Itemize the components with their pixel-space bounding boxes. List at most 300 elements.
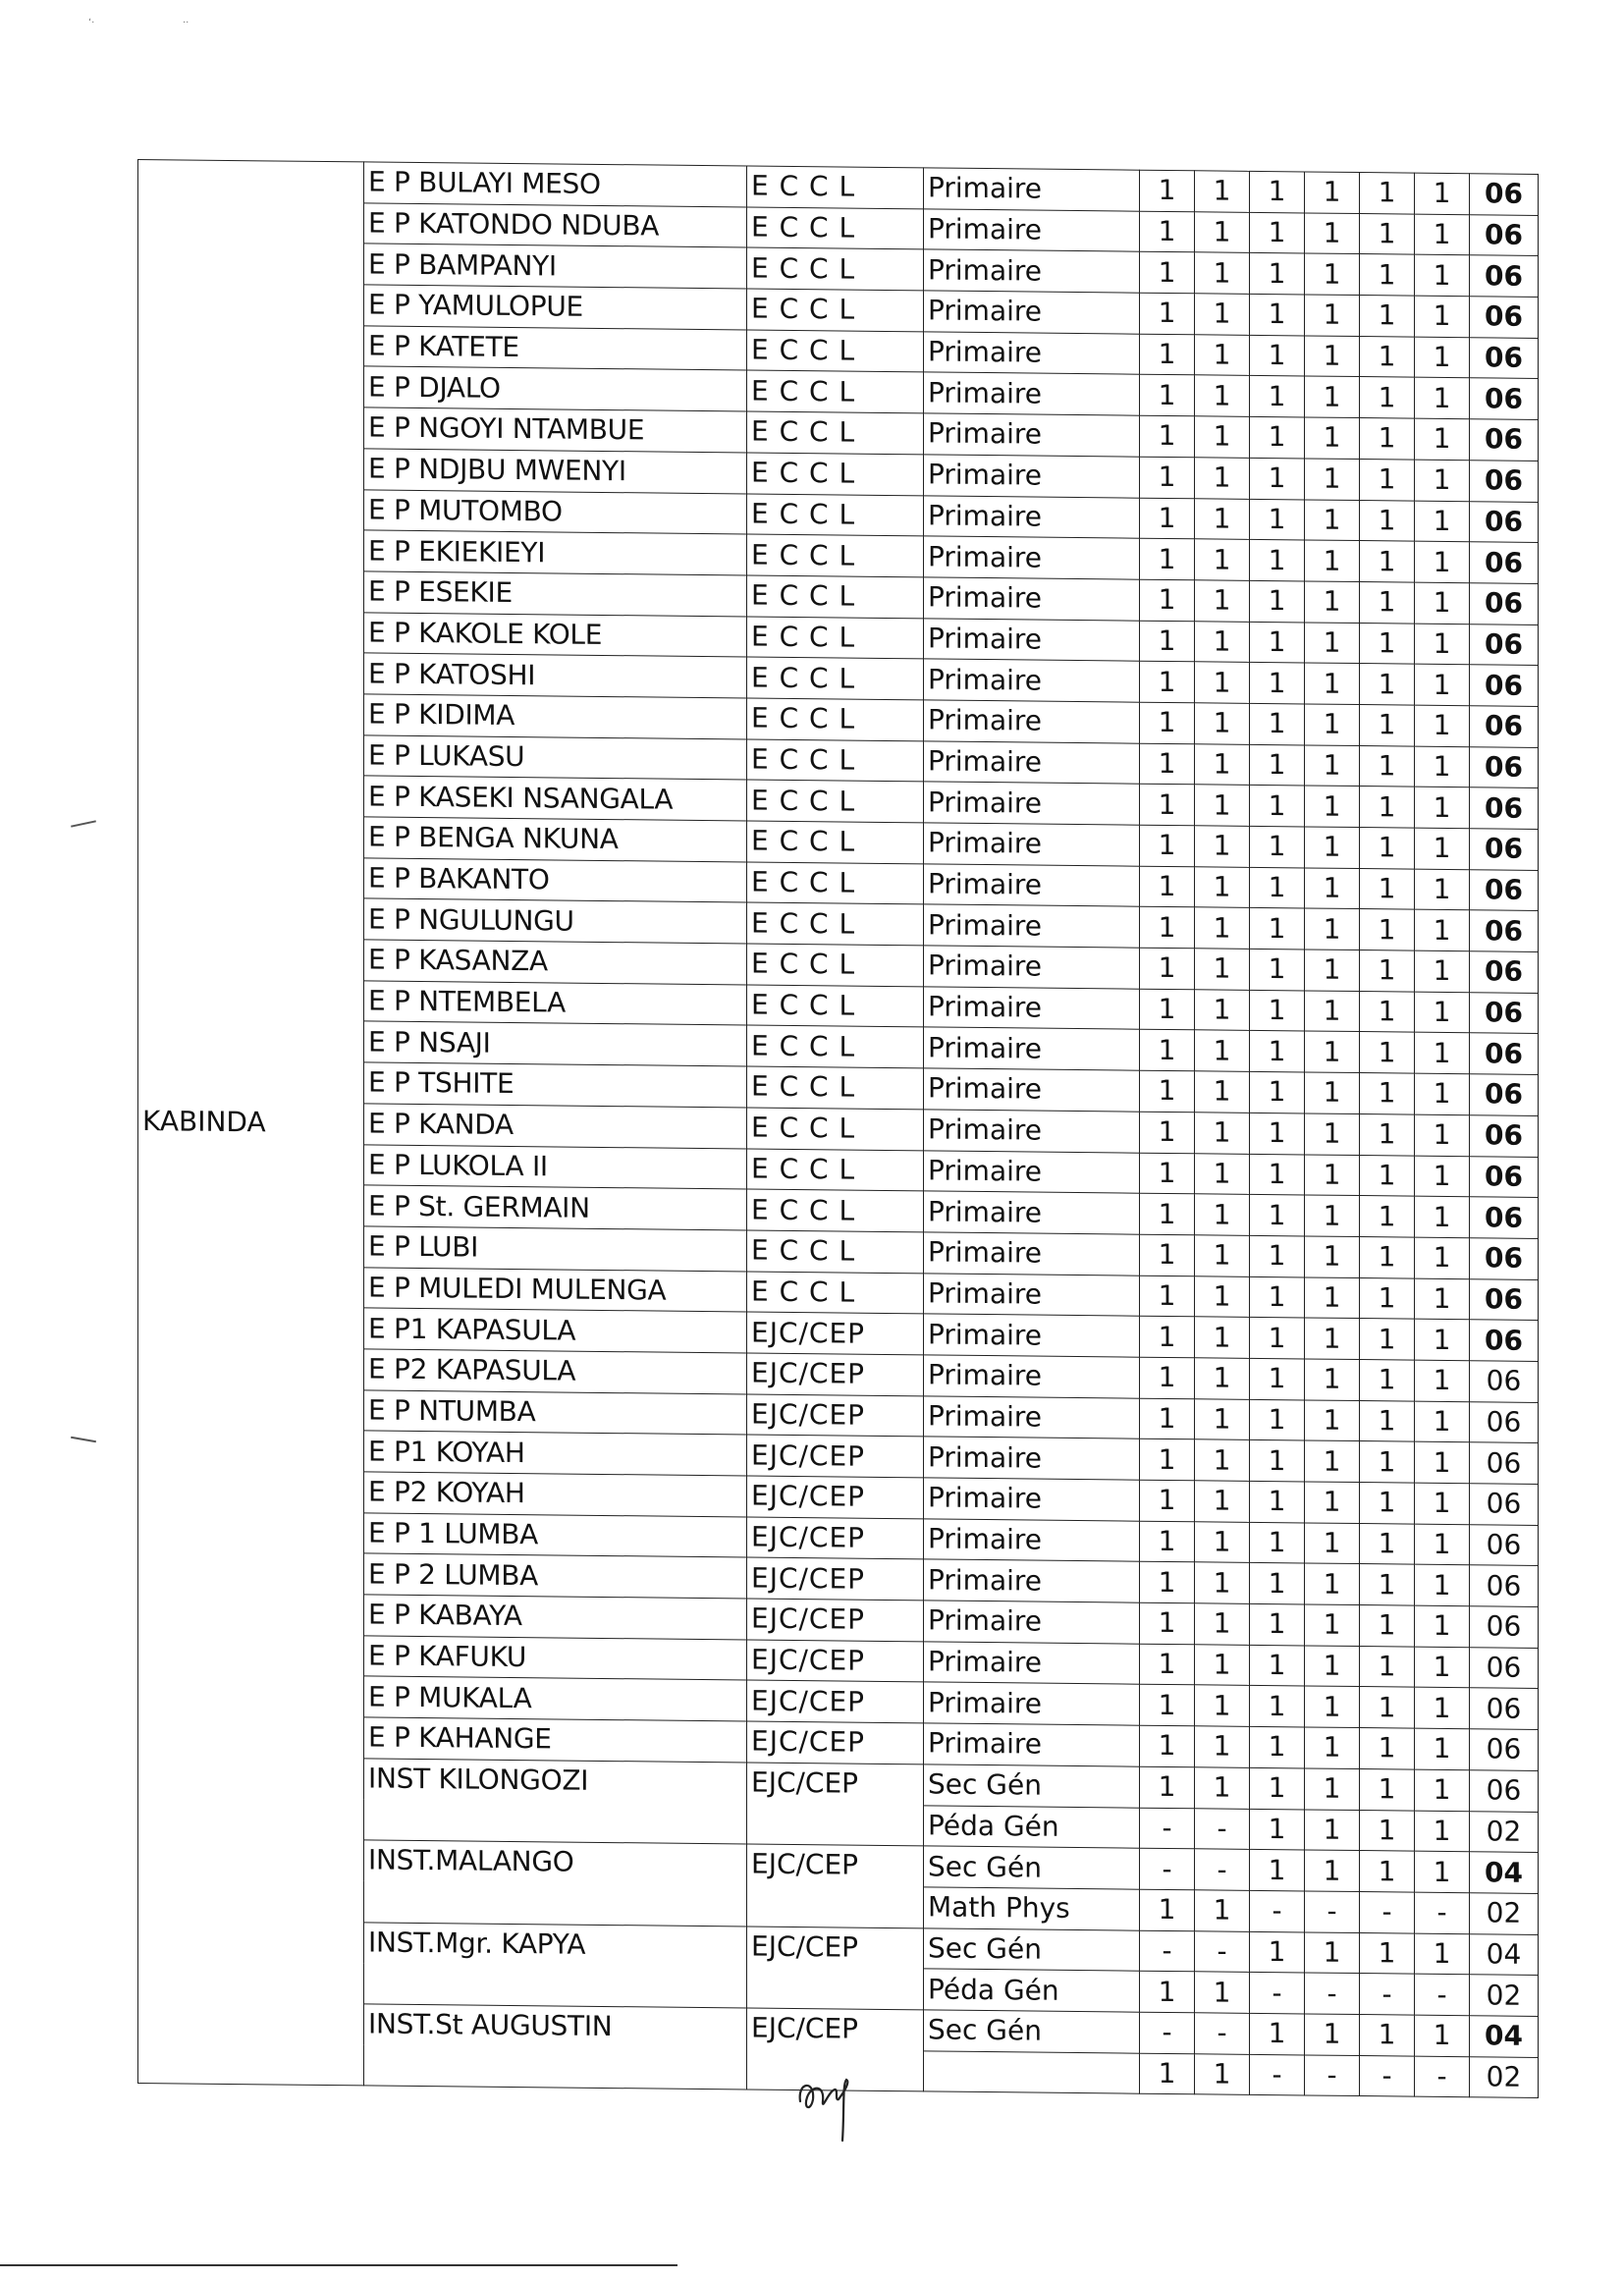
level-cell: Primaire bbox=[924, 987, 1140, 1030]
class-count: - bbox=[1195, 2013, 1250, 2054]
row-total: 06 bbox=[1470, 1524, 1539, 1565]
class-count: 1 bbox=[1415, 624, 1470, 665]
class-count: 1 bbox=[1195, 171, 1250, 212]
row-total: 06 bbox=[1470, 1401, 1539, 1442]
class-count: 1 bbox=[1140, 252, 1195, 294]
class-count: 1 bbox=[1415, 378, 1470, 419]
row-total: 06 bbox=[1470, 1074, 1539, 1115]
class-count: 1 bbox=[1415, 746, 1470, 787]
management-network: E C C L bbox=[747, 370, 924, 413]
school-name: E P NTUMBA bbox=[364, 1390, 747, 1436]
row-total: 06 bbox=[1470, 1606, 1539, 1648]
class-count: 1 bbox=[1305, 417, 1360, 459]
level-cell: Primaire bbox=[924, 495, 1140, 538]
class-count: 1 bbox=[1305, 1850, 1360, 1891]
class-count: 1 bbox=[1195, 458, 1250, 499]
management-network: E C C L bbox=[747, 944, 924, 987]
table-row bbox=[138, 160, 1539, 216]
class-count: 1 bbox=[1305, 1113, 1360, 1155]
school-name: E P KANDA bbox=[364, 1104, 747, 1149]
class-count: 1 bbox=[1415, 296, 1470, 337]
management-network: EJC/CEP bbox=[747, 2008, 924, 2091]
level-cell: Primaire bbox=[924, 864, 1140, 907]
row-total: 06 bbox=[1470, 992, 1539, 1033]
allocation-table-wrapper bbox=[137, 159, 1538, 2098]
class-count: 1 bbox=[1305, 581, 1360, 623]
class-count: 1 bbox=[1305, 704, 1360, 745]
class-count: 1 bbox=[1195, 1603, 1250, 1645]
school-name: E P BENGA NKUNA bbox=[364, 817, 747, 862]
class-count: 1 bbox=[1140, 415, 1195, 457]
row-total: 06 bbox=[1470, 951, 1539, 993]
class-count: 1 bbox=[1360, 1605, 1415, 1647]
class-count: 1 bbox=[1140, 1971, 1195, 2012]
scan-mark-right: ·· bbox=[183, 18, 189, 28]
class-count: 1 bbox=[1140, 1521, 1195, 1562]
level-cell: Primaire bbox=[924, 1150, 1140, 1193]
class-count: 1 bbox=[1140, 1112, 1195, 1153]
section-cell: Sec Gén bbox=[924, 1764, 1140, 1808]
class-count: 1 bbox=[1360, 787, 1415, 828]
school-name: E P KABAYA bbox=[364, 1595, 747, 1640]
class-count: 1 bbox=[1195, 416, 1250, 458]
class-count: 1 bbox=[1195, 252, 1250, 294]
class-count: 1 bbox=[1360, 828, 1415, 869]
management-network: EJC/CEP bbox=[747, 1844, 924, 1927]
class-count: - bbox=[1195, 1930, 1250, 1972]
level-cell: Primaire bbox=[924, 1232, 1140, 1276]
management-network: EJC/CEP bbox=[747, 1721, 924, 1764]
school-name: E P KAHANGE bbox=[364, 1717, 747, 1763]
management-network: E C C L bbox=[747, 166, 924, 209]
class-count: 1 bbox=[1195, 580, 1250, 622]
management-network: E C C L bbox=[747, 780, 924, 823]
class-count: 1 bbox=[1360, 1687, 1415, 1728]
management-network: E C C L bbox=[747, 1066, 924, 1110]
class-count: 1 bbox=[1195, 1726, 1250, 1767]
school-name: E P LUKASU bbox=[364, 735, 747, 781]
management-network: EJC/CEP bbox=[747, 1557, 924, 1601]
class-count: 1 bbox=[1305, 950, 1360, 991]
class-count: 1 bbox=[1195, 1235, 1250, 1276]
class-count: 1 bbox=[1415, 992, 1470, 1033]
school-name: E P KASEKI NSANGALA bbox=[364, 776, 747, 821]
school-name: E P LUBI bbox=[364, 1226, 747, 1272]
school-name: INST.St AUGUSTIN bbox=[364, 2004, 747, 2090]
class-count: 1 bbox=[1305, 1563, 1360, 1604]
management-network: EJC/CEP bbox=[747, 1763, 924, 1846]
class-count: 1 bbox=[1415, 460, 1470, 501]
management-network: E C C L bbox=[747, 1272, 924, 1315]
class-count: 1 bbox=[1305, 1809, 1360, 1850]
row-total: 06 bbox=[1470, 1238, 1539, 1279]
class-count: 1 bbox=[1360, 950, 1415, 992]
row-total: 06 bbox=[1470, 255, 1539, 297]
class-count: 1 bbox=[1360, 1646, 1415, 1687]
class-count: 1 bbox=[1195, 211, 1250, 252]
class-count: 1 bbox=[1305, 253, 1360, 295]
class-count: 1 bbox=[1195, 1071, 1250, 1113]
class-count: 1 bbox=[1305, 1195, 1360, 1236]
school-name: E P NDJBU MWENYI bbox=[364, 449, 747, 494]
row-total: 06 bbox=[1470, 1688, 1539, 1729]
class-count: 1 bbox=[1140, 989, 1195, 1030]
class-count: 1 bbox=[1250, 1522, 1305, 1563]
class-count: 1 bbox=[1305, 1727, 1360, 1768]
school-name: E P YAMULOPUE bbox=[364, 285, 747, 330]
class-count: 1 bbox=[1415, 1073, 1470, 1114]
class-count: - bbox=[1415, 2056, 1470, 2097]
class-count: 1 bbox=[1195, 990, 1250, 1031]
school-name: E P1 KAPASULA bbox=[364, 1308, 747, 1353]
class-count: 1 bbox=[1305, 295, 1360, 336]
row-total: 06 bbox=[1470, 583, 1539, 624]
class-count: 1 bbox=[1250, 1031, 1305, 1072]
class-count: 1 bbox=[1415, 1278, 1470, 1320]
class-count: 1 bbox=[1140, 1070, 1195, 1112]
class-count: 1 bbox=[1250, 1809, 1305, 1850]
class-count: 1 bbox=[1140, 1357, 1195, 1398]
class-count: - bbox=[1140, 1930, 1195, 1972]
class-count: 1 bbox=[1195, 375, 1250, 416]
class-count: 1 bbox=[1360, 1441, 1415, 1483]
class-count: 1 bbox=[1360, 704, 1415, 745]
class-count: 1 bbox=[1415, 1769, 1470, 1811]
class-count: 1 bbox=[1195, 1685, 1250, 1726]
footer-rule bbox=[0, 2264, 677, 2266]
class-count: - bbox=[1195, 1849, 1250, 1890]
class-count: 1 bbox=[1140, 1439, 1195, 1480]
row-total: 04 bbox=[1470, 1933, 1539, 1975]
class-count: 1 bbox=[1250, 1318, 1305, 1359]
school-name: E P KAFUKU bbox=[364, 1636, 747, 1681]
class-count: 1 bbox=[1415, 1033, 1470, 1074]
school-name: INST.Mgr. KAPYA bbox=[364, 1922, 747, 2007]
class-count: 1 bbox=[1140, 743, 1195, 785]
class-count: 1 bbox=[1250, 1440, 1305, 1482]
class-count: 1 bbox=[1305, 1400, 1360, 1441]
row-total: 06 bbox=[1470, 378, 1539, 419]
class-count: 1 bbox=[1415, 582, 1470, 624]
level-cell: Primaire bbox=[924, 1723, 1140, 1766]
class-count: 1 bbox=[1305, 172, 1360, 213]
class-count: - bbox=[1360, 1974, 1415, 2015]
class-count: 1 bbox=[1140, 1889, 1195, 1930]
class-count: 1 bbox=[1140, 1602, 1195, 1644]
management-network: E C C L bbox=[747, 247, 924, 291]
class-count: 1 bbox=[1305, 376, 1360, 417]
class-count: 1 bbox=[1360, 1728, 1415, 1769]
school-name: E P TSHITE bbox=[364, 1062, 747, 1108]
class-count: 1 bbox=[1305, 868, 1360, 909]
class-count: 1 bbox=[1415, 664, 1470, 705]
school-name: E P KAKOLE KOLE bbox=[364, 612, 747, 657]
class-count: 1 bbox=[1250, 212, 1305, 253]
class-count: 1 bbox=[1250, 540, 1305, 581]
level-cell: Primaire bbox=[924, 1519, 1140, 1562]
class-count: 1 bbox=[1250, 1563, 1305, 1604]
class-count: 1 bbox=[1250, 416, 1305, 458]
class-count: 1 bbox=[1250, 458, 1305, 499]
class-count: - bbox=[1250, 2054, 1305, 2095]
row-total: 06 bbox=[1470, 1361, 1539, 1402]
class-count: 1 bbox=[1360, 1932, 1415, 1974]
management-network: EJC/CEP bbox=[747, 1517, 924, 1560]
class-count: 1 bbox=[1415, 418, 1470, 460]
school-name: E P BAMPANYI bbox=[364, 244, 747, 289]
class-count: 1 bbox=[1360, 1277, 1415, 1319]
row-total: 06 bbox=[1470, 1484, 1539, 1525]
row-total: 06 bbox=[1470, 461, 1539, 502]
class-count: 1 bbox=[1415, 1524, 1470, 1565]
school-name: E P DJALO bbox=[364, 366, 747, 411]
class-count: - bbox=[1250, 1890, 1305, 1931]
class-count: 1 bbox=[1305, 336, 1360, 377]
class-count: 1 bbox=[1360, 1196, 1415, 1237]
class-count: 1 bbox=[1305, 1236, 1360, 1277]
class-count: 1 bbox=[1140, 1316, 1195, 1357]
class-count: 1 bbox=[1415, 705, 1470, 746]
class-count: 1 bbox=[1195, 1645, 1250, 1686]
class-count: 1 bbox=[1195, 743, 1250, 785]
level-cell: Primaire bbox=[924, 372, 1140, 415]
management-network: E C C L bbox=[747, 534, 924, 577]
management-network: E C C L bbox=[747, 1108, 924, 1151]
class-count: 1 bbox=[1415, 1319, 1470, 1360]
management-network: E C C L bbox=[747, 575, 924, 619]
class-count: 1 bbox=[1305, 991, 1360, 1032]
location-cell: KABINDA bbox=[138, 160, 364, 2087]
management-network: E C C L bbox=[747, 411, 924, 455]
class-count: 1 bbox=[1195, 1317, 1250, 1358]
class-count: 1 bbox=[1140, 1725, 1195, 1766]
row-total: 06 bbox=[1470, 1647, 1539, 1688]
level-cell: Primaire bbox=[924, 1273, 1140, 1316]
class-count: 1 bbox=[1250, 867, 1305, 908]
row-total: 06 bbox=[1470, 1442, 1539, 1484]
class-count: 1 bbox=[1415, 1647, 1470, 1688]
section-cell: Péda Gén bbox=[924, 1969, 1140, 2012]
class-count: 1 bbox=[1360, 1768, 1415, 1810]
row-total: 06 bbox=[1470, 1729, 1539, 1770]
class-count: 1 bbox=[1360, 1113, 1415, 1155]
school-name: E P KIDIMA bbox=[364, 694, 747, 739]
class-count: 1 bbox=[1195, 662, 1250, 703]
class-count: 1 bbox=[1140, 621, 1195, 662]
row-total: 06 bbox=[1470, 706, 1539, 747]
class-count: 1 bbox=[1360, 418, 1415, 460]
row-total: 06 bbox=[1470, 1156, 1539, 1197]
school-name: E P NSAJI bbox=[364, 1021, 747, 1066]
school-name: E P 1 LUMBA bbox=[364, 1513, 747, 1558]
class-count: 1 bbox=[1360, 623, 1415, 664]
class-count: - bbox=[1305, 1973, 1360, 2014]
class-count: 1 bbox=[1195, 949, 1250, 990]
level-cell: Primaire bbox=[924, 413, 1140, 457]
class-count: 1 bbox=[1305, 2014, 1360, 2055]
class-count: 1 bbox=[1250, 499, 1305, 540]
class-count: - bbox=[1195, 1808, 1250, 1849]
class-count: 1 bbox=[1195, 703, 1250, 744]
row-total: 06 bbox=[1470, 1565, 1539, 1606]
management-network: E C C L bbox=[747, 698, 924, 741]
level-cell: Primaire bbox=[924, 782, 1140, 825]
class-count: 1 bbox=[1140, 702, 1195, 743]
class-count: 1 bbox=[1360, 868, 1415, 909]
class-count: 1 bbox=[1360, 459, 1415, 500]
class-count: 1 bbox=[1305, 1318, 1360, 1359]
row-total: 06 bbox=[1470, 746, 1539, 787]
class-count: 1 bbox=[1195, 1972, 1250, 2013]
level-cell: Primaire bbox=[924, 209, 1140, 252]
class-count: 1 bbox=[1250, 786, 1305, 827]
class-count: 1 bbox=[1360, 2014, 1415, 2055]
class-count: 1 bbox=[1250, 1235, 1305, 1276]
class-count: 1 bbox=[1140, 170, 1195, 211]
class-count: 1 bbox=[1195, 826, 1250, 867]
class-count: 1 bbox=[1250, 1931, 1305, 1973]
class-count: 1 bbox=[1305, 663, 1360, 704]
class-count: 1 bbox=[1140, 1766, 1195, 1808]
level-cell: Primaire bbox=[924, 1027, 1140, 1070]
class-count: 1 bbox=[1305, 1932, 1360, 1974]
class-count: 1 bbox=[1305, 786, 1360, 827]
class-count: 1 bbox=[1305, 1686, 1360, 1727]
row-total: 06 bbox=[1470, 787, 1539, 829]
class-count: 1 bbox=[1140, 825, 1195, 866]
class-count: 1 bbox=[1140, 866, 1195, 907]
class-count: 1 bbox=[1140, 907, 1195, 949]
row-total: 06 bbox=[1470, 1197, 1539, 1238]
class-count: 1 bbox=[1415, 869, 1470, 910]
class-count: 1 bbox=[1360, 173, 1415, 214]
class-count: 1 bbox=[1415, 337, 1470, 378]
class-count: 1 bbox=[1195, 1767, 1250, 1809]
class-count: 1 bbox=[1360, 336, 1415, 377]
class-count: 1 bbox=[1195, 294, 1250, 335]
class-count: 1 bbox=[1195, 1439, 1250, 1481]
class-count: 1 bbox=[1305, 1277, 1360, 1319]
row-total: 06 bbox=[1470, 829, 1539, 870]
class-count: 1 bbox=[1250, 622, 1305, 663]
row-total: 06 bbox=[1470, 1115, 1539, 1157]
level-cell: Primaire bbox=[924, 291, 1140, 334]
class-count: 1 bbox=[1250, 908, 1305, 950]
class-count: 1 bbox=[1305, 1604, 1360, 1646]
class-count: 1 bbox=[1305, 827, 1360, 868]
management-network: EJC/CEP bbox=[747, 1640, 924, 1683]
school-name: E P LUKOLA II bbox=[364, 1144, 747, 1189]
class-count: 1 bbox=[1140, 498, 1195, 539]
margin-mark bbox=[71, 1437, 96, 1442]
level-cell: Primaire bbox=[924, 1191, 1140, 1234]
class-count: 1 bbox=[1250, 376, 1305, 417]
class-count: 1 bbox=[1195, 866, 1250, 907]
class-count: 1 bbox=[1415, 909, 1470, 950]
class-count: 1 bbox=[1250, 1686, 1305, 1727]
class-count: 1 bbox=[1305, 1154, 1360, 1195]
class-count: - bbox=[1140, 1808, 1195, 1849]
class-count: 1 bbox=[1360, 1073, 1415, 1114]
class-count: - bbox=[1305, 1891, 1360, 1932]
school-name: E P ESEKIE bbox=[364, 571, 747, 617]
class-count: 1 bbox=[1140, 1276, 1195, 1317]
class-count: 1 bbox=[1415, 950, 1470, 992]
school-name: E P NTEMBELA bbox=[364, 981, 747, 1026]
management-network: E C C L bbox=[747, 289, 924, 332]
row-total: 02 bbox=[1470, 1811, 1539, 1852]
school-name: E P KATETE bbox=[364, 326, 747, 371]
section-cell bbox=[924, 2051, 1140, 2094]
row-total: 06 bbox=[1470, 174, 1539, 215]
class-count: 1 bbox=[1415, 1114, 1470, 1156]
class-count: 1 bbox=[1195, 1562, 1250, 1603]
level-cell: Primaire bbox=[924, 618, 1140, 661]
management-network: E C C L bbox=[747, 453, 924, 496]
class-count: 1 bbox=[1250, 1113, 1305, 1154]
school-name: INST KILONGOZI bbox=[364, 1759, 747, 1844]
level-cell: Primaire bbox=[924, 1601, 1140, 1644]
class-count: 1 bbox=[1195, 785, 1250, 826]
class-count: 1 bbox=[1195, 335, 1250, 376]
class-count: 1 bbox=[1250, 171, 1305, 212]
class-count: 1 bbox=[1415, 173, 1470, 214]
class-count: 1 bbox=[1140, 457, 1195, 498]
class-count: 1 bbox=[1250, 1399, 1305, 1440]
class-count: 1 bbox=[1140, 1234, 1195, 1276]
school-name: E P2 KOYAH bbox=[364, 1472, 747, 1517]
class-count: 1 bbox=[1140, 1685, 1195, 1726]
class-count: 1 bbox=[1250, 1358, 1305, 1399]
class-count: 1 bbox=[1195, 1194, 1250, 1235]
class-count: 1 bbox=[1195, 1358, 1250, 1399]
class-count: 1 bbox=[1140, 1480, 1195, 1521]
school-name: E P NGULUNGU bbox=[364, 898, 747, 944]
row-total: 02 bbox=[1470, 2056, 1539, 2097]
class-count: 1 bbox=[1415, 1483, 1470, 1524]
class-count: 1 bbox=[1305, 1072, 1360, 1113]
class-count: 1 bbox=[1360, 1810, 1415, 1851]
class-count: 1 bbox=[1250, 1154, 1305, 1195]
school-name: E P BULAYI MESO bbox=[364, 162, 747, 207]
class-count: 1 bbox=[1415, 254, 1470, 296]
class-count: 1 bbox=[1415, 2015, 1470, 2056]
class-count: 1 bbox=[1305, 1768, 1360, 1810]
management-network: E C C L bbox=[747, 1148, 924, 1191]
management-network: E C C L bbox=[747, 821, 924, 864]
class-count: 1 bbox=[1250, 744, 1305, 786]
level-cell: Primaire bbox=[924, 1642, 1140, 1685]
class-count: 1 bbox=[1250, 1481, 1305, 1522]
class-count: 1 bbox=[1360, 664, 1415, 705]
management-network: E C C L bbox=[747, 617, 924, 660]
management-network: E C C L bbox=[747, 1189, 924, 1232]
management-network: EJC/CEP bbox=[747, 1680, 924, 1723]
level-cell: Primaire bbox=[924, 1437, 1140, 1480]
class-count: 1 bbox=[1360, 1032, 1415, 1073]
management-network: EJC/CEP bbox=[747, 1312, 924, 1355]
class-count: 1 bbox=[1360, 213, 1415, 254]
class-count: 1 bbox=[1415, 541, 1470, 582]
class-count: 1 bbox=[1360, 541, 1415, 582]
class-count: 1 bbox=[1415, 501, 1470, 542]
class-count: 1 bbox=[1415, 1196, 1470, 1237]
school-name: E P MUTOMBO bbox=[364, 489, 747, 534]
class-count: 1 bbox=[1250, 580, 1305, 622]
row-total: 06 bbox=[1470, 624, 1539, 665]
school-name: E P St. GERMAIN bbox=[364, 1185, 747, 1230]
management-network: E C C L bbox=[747, 862, 924, 905]
